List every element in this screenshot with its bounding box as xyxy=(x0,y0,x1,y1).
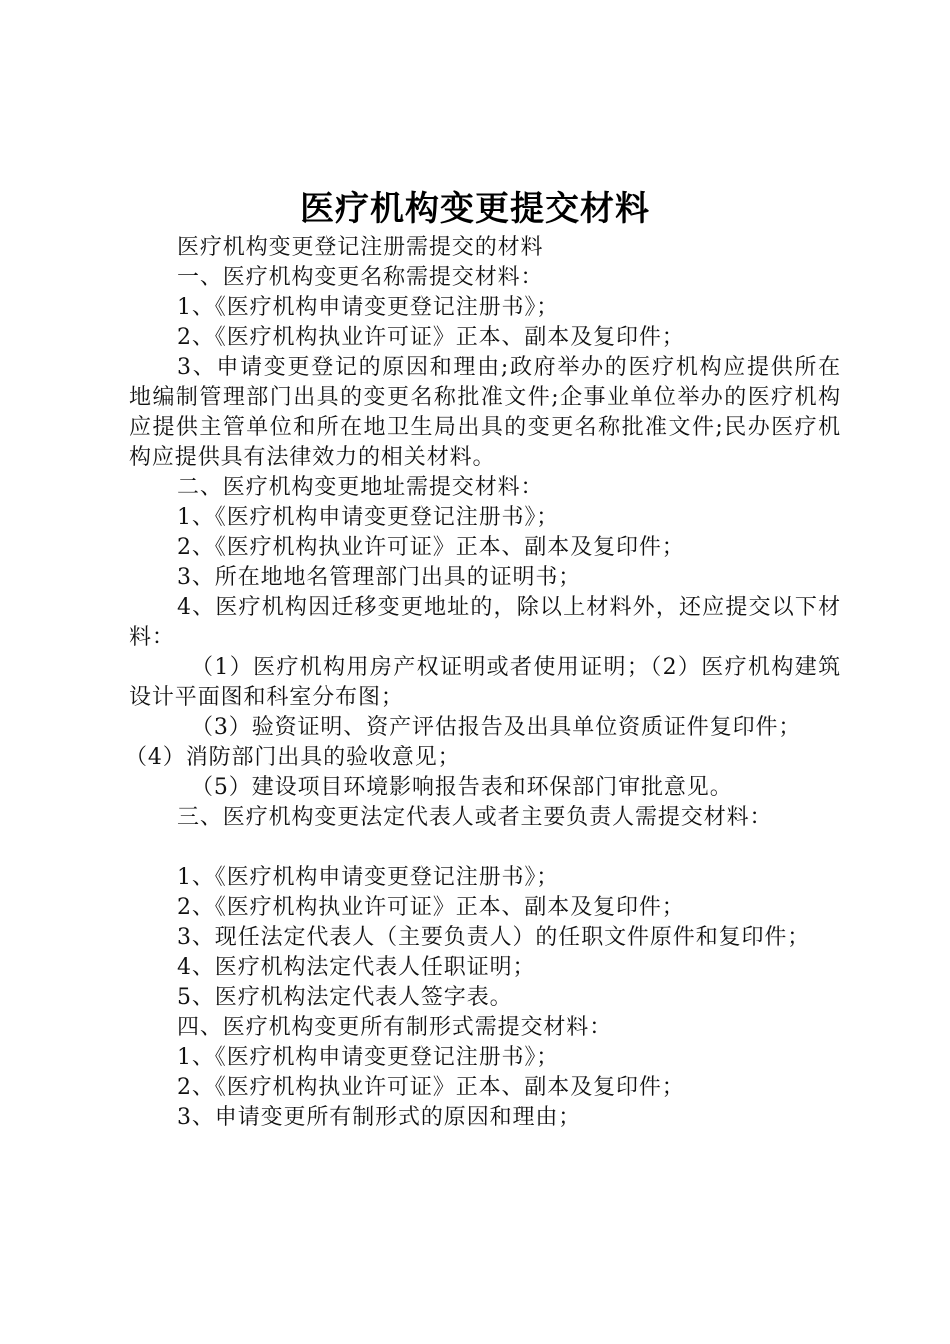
list-item: 5、医疗机构法定代表人签字表。 xyxy=(177,985,513,1010)
list-item: 2、《医疗机构执业许可证》正本、副本及复印件； xyxy=(177,1075,685,1100)
section-heading-address-change: 二、医疗机构变更地址需提交材料： xyxy=(177,475,544,500)
list-item: 2、《医疗机构执业许可证》正本、副本及复印件； xyxy=(177,895,685,920)
sub-list-item: （1）医疗机构用房产权证明或者使用证明；（2）医疗机构建筑设计平面图和科室分布图； xyxy=(129,655,841,710)
list-item: 1、《医疗机构申请变更登记注册书》； xyxy=(177,505,560,530)
sub-list-item: （5）建设项目环境影响报告表和环保部门审批意见。 xyxy=(191,775,733,800)
sub-list-item: （4）消防部门出具的验收意见； xyxy=(125,745,461,770)
list-item: 2、《医疗机构执业许可证》正本、副本及复印件； xyxy=(177,325,685,350)
document-body xyxy=(125,233,841,1133)
list-item: 4、医疗机构因迁移变更地址的，除以上材料外，还应提交以下材料： xyxy=(129,595,841,650)
list-item: 3、申请变更登记的原因和理由;政府举办的医疗机构应提供所在地编制管理部门出具的变更名称批准文件;企事业单位举办的医疗机构应提供主管单位和所在地卫生局出具的变更名称批准文件;民办医疗机构应提供具有法律效力的相关材料。 xyxy=(129,355,841,470)
section-heading-ownership-change: 四、医疗机构变更所有制形式需提交材料： xyxy=(177,1015,613,1040)
intro-paragraph: 医疗机构变更登记注册需提交的材料 xyxy=(177,235,544,260)
list-item: 1、《医疗机构申请变更登记注册书》； xyxy=(177,865,560,890)
list-item: 3、现任法定代表人（主要负责人）的任职文件原件和复印件； xyxy=(177,925,811,950)
list-item: 2、《医疗机构执业许可证》正本、副本及复印件； xyxy=(177,535,685,560)
section-heading-name-change: 一、医疗机构变更名称需提交材料： xyxy=(177,265,544,290)
list-item: 4、医疗机构法定代表人任职证明； xyxy=(177,955,536,980)
sub-list-item: （3）验资证明、资产评估报告及出具单位资质证件复印件； xyxy=(191,715,802,740)
list-item: 1、《医疗机构申请变更登记注册书》； xyxy=(177,1045,560,1070)
section-heading-representative-change: 三、医疗机构变更法定代表人或者主要负责人需提交材料： xyxy=(177,805,773,830)
document-title: 医疗机构变更提交材料 xyxy=(300,189,650,229)
list-item: 1、《医疗机构申请变更登记注册书》； xyxy=(177,295,560,320)
paragraph-gap xyxy=(129,833,841,863)
list-item: 3、所在地地名管理部门出具的证明书； xyxy=(177,565,582,590)
list-item: 3、申请变更所有制形式的原因和理由； xyxy=(177,1105,582,1130)
